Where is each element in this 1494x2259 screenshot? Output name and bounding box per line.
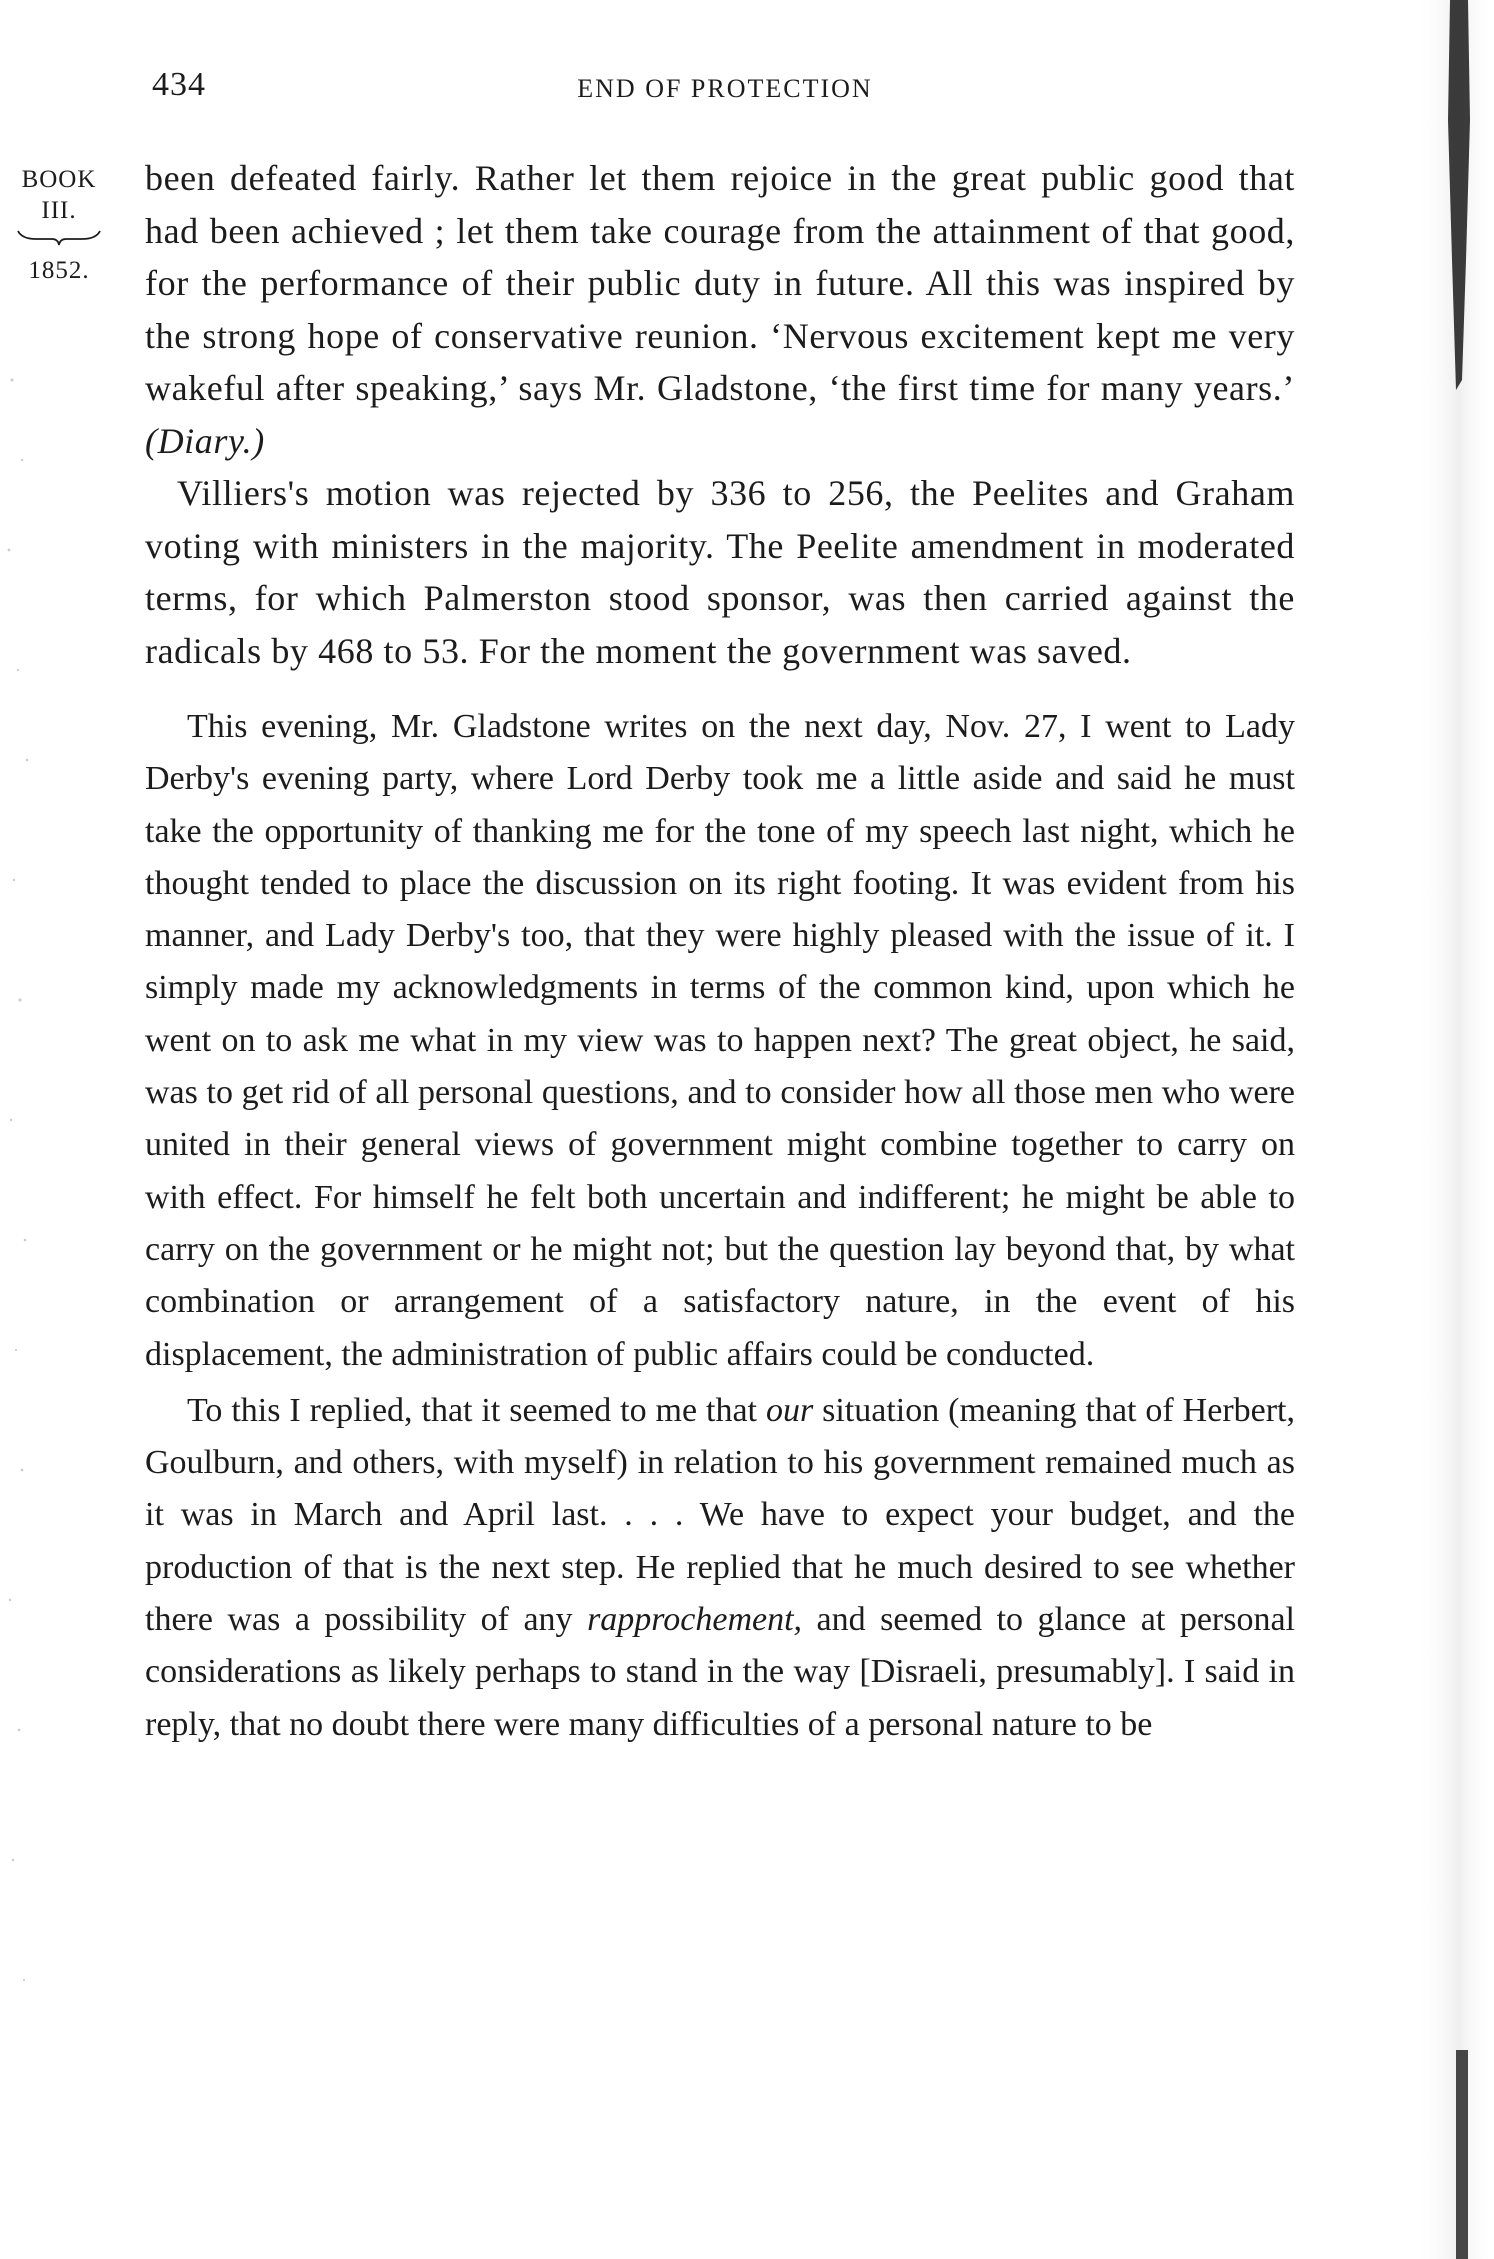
margin-book-label: BOOK [21, 166, 97, 193]
text-segment: This evening, Mr. Gladstone writes on the next day, Nov. 27, I went to Lady Derby's evening party, where Lord Derby took me a little aside and said he must take the opportunity of thanking me for the tone of my speech last night, which he thought tended to place the discussion on its right footing. It was evident from his manner, and Lady Derby's too, that they were highly pleased with the issue of it. I simply made my acknowledgments in terms of the common kind, upon which he went on to ask me what in my view was to happen next? The great object, he said, was to get rid of all personal questions, and to consider how all those men who were united in their general views of government might combine together to carry on with effect. For himself he felt both uncertain and indifferent; he might be able to carry on the government or he might not; but the question lay beyond that, by what combination or arrangement of a satisfactory nature, in the event of his displacement, the administration of public affairs could be conducted. [145, 708, 1295, 1373]
quote-paragraph-1 [145, 701, 1295, 1381]
margin-year: 1852. [28, 256, 90, 284]
margin-brace-icon [16, 227, 102, 247]
italic-text: rapprochement, [587, 1601, 803, 1639]
text-segment: been defeated fairly. Rather let them rejoice in the great public good that had been achieved ; let them take courage from the attainment of that good, for the performance of their public duty in future. All this was inspired by the strong hope of conservative reunion. ‘Nervous excitement kept me very wakeful after speaking,’ says Mr. Gladstone, ‘the first time for many years.’ [145, 158, 1295, 408]
text-segment: To this I replied, that it seemed to me that [187, 1391, 766, 1429]
italic-text: our [765, 1391, 814, 1429]
scan-edge-shadow [1416, 0, 1494, 2259]
text-segment: and seemed to glance at personal considerations as likely perhaps to stand in the way [Disraeli, presumably]. I said in reply, that no doubt there were many difficulties of a personal nature to be [145, 1601, 1295, 1743]
running-title: END OF PROTECTION [577, 74, 873, 103]
scan-speckle [0, 340, 60, 2040]
italic-text: (Diary.) [145, 420, 265, 461]
quote-paragraph-2 [145, 1385, 1295, 1751]
text-segment: Villiers's motion was rejected by 336 to 256, the Peelites and Graham voting with ministers in the majority. The Peelite amendment in moderated terms, for which Palmerston stood sponsor, was then carried against the radicals by 468 to 53. For the moment the government was saved. [145, 473, 1295, 671]
body-text [145, 152, 1295, 1751]
paragraph-1 [145, 152, 1295, 467]
paragraph-2 [145, 467, 1295, 677]
diary-quotation [145, 701, 1295, 1751]
page-number: 434 [152, 66, 206, 103]
text-segment: situation (meaning that of Herbert, Goulburn, and others, with myself) in relation to his government remained much as it was in March and April last. . . . We have to expect your budget, and the production of that is the next step. He replied that he much desired to see whether there was a possibility of any [145, 1391, 1296, 1639]
page-header [150, 66, 1300, 116]
margin-book-number: III. [41, 197, 77, 225]
margin-note [8, 164, 110, 286]
